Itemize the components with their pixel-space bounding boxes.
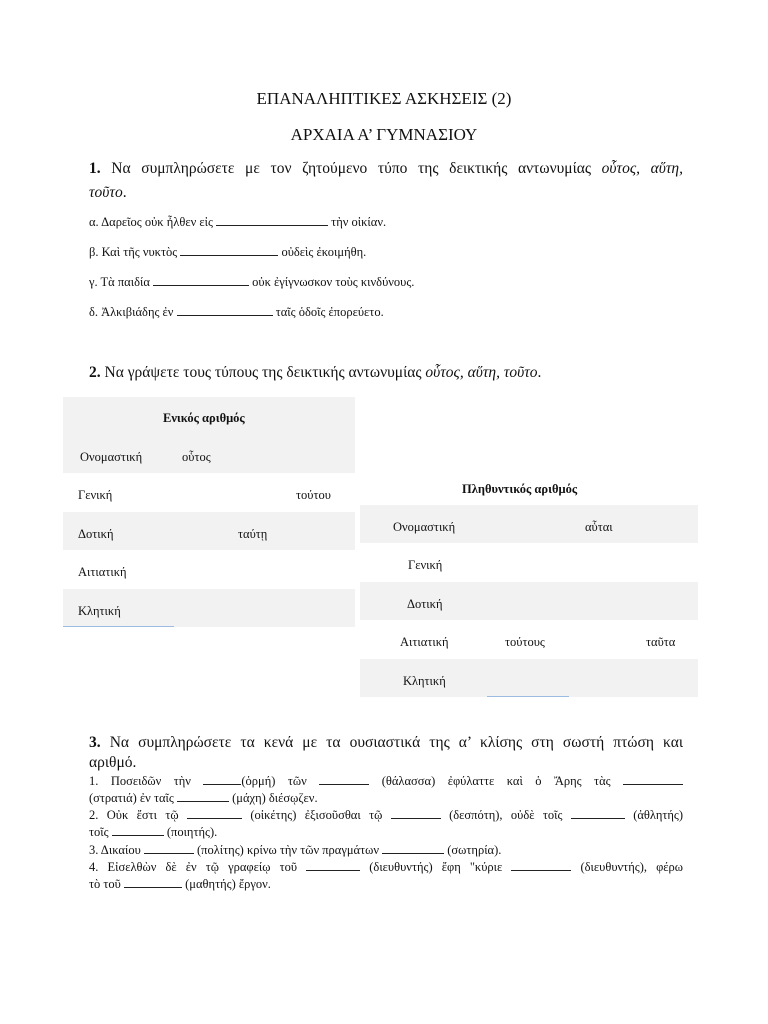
plural-table-header: Πληθυντικός αριθμός bbox=[462, 482, 578, 496]
exercise-1-item-a: α. Δαρεῖος οὐκ ἦλθεν εἰς τὴν οἰκίαν. bbox=[89, 215, 387, 229]
exercise-1-instruction: 1. Να συμπληρώσετε με τον ζητούμενο τύπο της δεικτικής αντωνυμίας οὗτος, αὕτη, bbox=[89, 160, 683, 177]
exercise-2-number: 2. bbox=[89, 364, 101, 381]
answer-blank[interactable] bbox=[177, 304, 273, 316]
answer-blank[interactable] bbox=[319, 773, 369, 785]
form-cell: τούτους bbox=[505, 635, 545, 649]
answer-blank[interactable] bbox=[124, 876, 182, 888]
case-label: Δοτική bbox=[407, 597, 443, 611]
blue-underline bbox=[487, 696, 569, 697]
case-label: Κλητική bbox=[78, 604, 121, 618]
case-label: Δοτική bbox=[78, 527, 114, 541]
page-subtitle: ΑΡΧΑΙΑ Α’ ΓΥΜΝΑΣΙΟΥ bbox=[290, 125, 478, 144]
sentence-4: 4. Εἰσελθὼν δὲ ἐν τῷ γραφείῳ τοῦ (διευθυντής) ἔφη "κύριε (διευθυντής), φέρω bbox=[89, 860, 684, 874]
case-label: Αιτιατική bbox=[78, 565, 127, 579]
exercise-3-instruction: 3. Να συμπληρώσετε τα κενά με τα ουσιαστικά της α’ κλίσης στη σωστή πτώση και bbox=[89, 734, 683, 751]
exercise-3-number: 3. bbox=[89, 734, 101, 751]
answer-blank[interactable] bbox=[153, 274, 249, 286]
answer-blank[interactable] bbox=[623, 773, 683, 785]
form-cell: ταῦτα bbox=[646, 635, 676, 649]
exercise-1-item-c: γ. Τὰ παιδία οὐκ ἐγίγνωσκον τοὺς κινδύνους. bbox=[89, 275, 415, 289]
answer-blank[interactable] bbox=[571, 807, 625, 819]
form-cell: αὗται bbox=[585, 520, 613, 534]
exercise-1-item-d: δ. Ἀλκιβιάδης ἐν ταῖς ὁδοῖς ἐπορεύετο. bbox=[89, 305, 384, 319]
case-label: Αιτιατική bbox=[400, 635, 449, 649]
form-cell: ταύτῃ bbox=[238, 527, 268, 541]
blue-underline bbox=[63, 626, 174, 627]
answer-blank[interactable] bbox=[144, 842, 194, 854]
case-label: Γενική bbox=[78, 488, 113, 502]
exercise-1-number: 1. bbox=[89, 160, 101, 177]
singular-table-header: Ενικός αριθμός bbox=[163, 411, 245, 425]
sentence-1: 1. Ποσειδῶν τὴν (ὁρμή) τῶν (θάλασσα) ἐφύλαττε καὶ ὁ Ἄρης τὰς bbox=[89, 773, 683, 790]
answer-blank[interactable] bbox=[177, 790, 229, 802]
case-label: Γενική bbox=[408, 558, 443, 572]
case-label: Ονομαστική bbox=[393, 520, 456, 534]
sentence-1-cont: (στρατιά) ἐν ταῖς (μάχη) διέσῳζεν. bbox=[89, 791, 318, 805]
answer-blank[interactable] bbox=[382, 842, 444, 854]
answer-blank[interactable] bbox=[306, 859, 360, 871]
answer-blank[interactable] bbox=[187, 807, 242, 819]
form-cell: οὗτος bbox=[182, 450, 211, 464]
answer-blank[interactable] bbox=[203, 773, 241, 785]
page-title: ΕΠΑΝΑΛΗΠΤΙΚΕΣ ΑΣΚΗΣΕΙΣ (2) bbox=[256, 89, 512, 108]
case-label: Ονομαστική bbox=[80, 450, 143, 464]
sentence-4-cont: τὸ τοῦ (μαθητής) ἔργον. bbox=[89, 877, 271, 891]
answer-blank[interactable] bbox=[511, 859, 571, 871]
sentence-2-cont: τοῖς (ποιητής). bbox=[89, 825, 218, 839]
answer-blank[interactable] bbox=[216, 214, 328, 226]
sentence-2: 2. Οὐκ ἔστι τῷ (οἰκέτης) ἐξισοῦσθαι τῷ (δεσπότη), οὐδὲ τοῖς (ἀθλητής) bbox=[89, 808, 684, 822]
answer-blank[interactable] bbox=[391, 807, 441, 819]
exercise-1-item-b: β. Καὶ τῆς νυκτὸς οὐδεὶς ἐκοιμήθη. bbox=[89, 245, 367, 259]
exercise-2-instruction: 2. Να γράψετε τους τύπους της δεικτικής αντωνυμίας οὗτος, αὕτη, τοῦτο. bbox=[89, 364, 542, 381]
sentence-3: 3. Δικαίου (πολίτης) κρίνω τὴν τῶν πραγμάτων (σωτηρία). bbox=[89, 843, 502, 857]
form-cell: τούτου bbox=[296, 488, 331, 502]
answer-blank[interactable] bbox=[180, 244, 278, 256]
answer-blank[interactable] bbox=[112, 824, 164, 836]
case-label: Κλητική bbox=[403, 674, 446, 688]
